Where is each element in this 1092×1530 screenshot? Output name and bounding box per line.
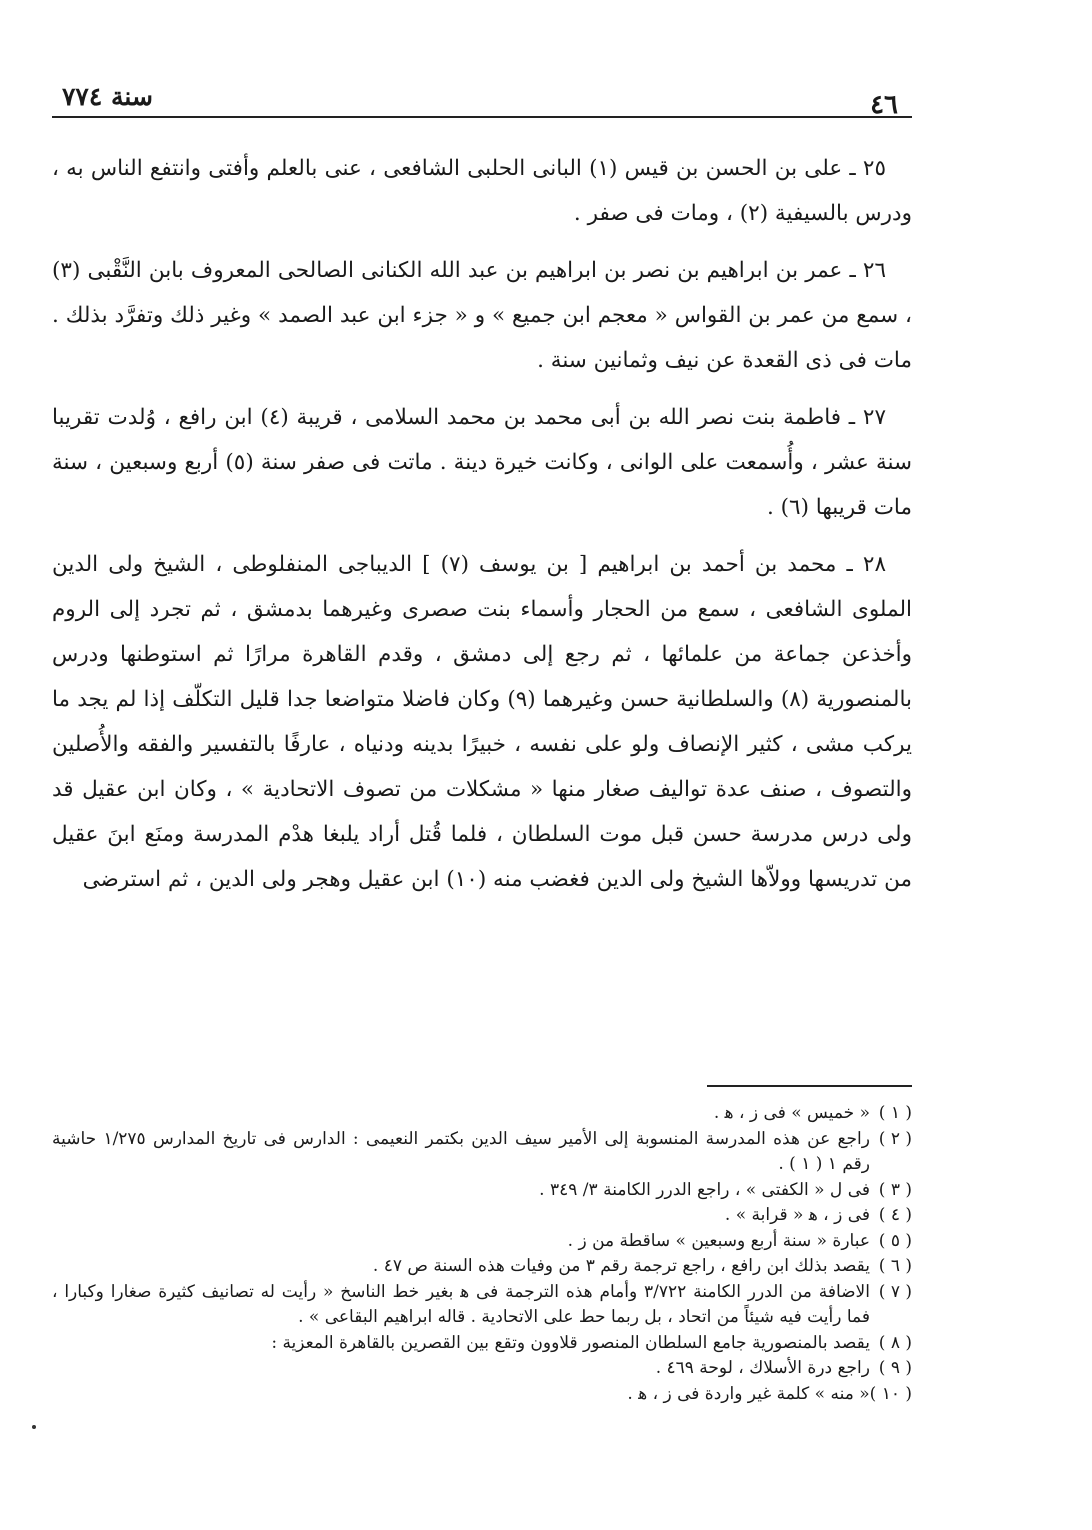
- footnote-8: [52, 1331, 912, 1357]
- footnote-number: ( ١ ): [878, 1103, 912, 1123]
- footnote-text: فى ل « الكفتى » ، راجع الدرر الكامنة ٣/ ٣٤٩ .: [539, 1179, 870, 1200]
- entry-26: ٢٦ ـ عمر بن ابراهيم بن نصر بن ابراهيم بن عبد الله الكنانى الصالحى المعروف بابن النَّقْبى (٣) ، سمع من عمر بن القواس « معجم ابن جميع » و « جزء ابن عبد الصمد » وغير ذلك وتفرَّد بذلك . مات فى ذى القعدة عن نيف وثمانين سنة .: [52, 258, 912, 373]
- footnote-text: « منه » كلمة غير واردة فى ز ، ﻫ .: [627, 1383, 870, 1404]
- footnote-number: ( ٥ ): [878, 1230, 912, 1251]
- running-head-year: سنة ٧٧٤: [62, 82, 153, 111]
- footnote-text: راجع عن هذه المدرسة المنسوبة إلى الأمير سيف الدين بكتمر النعيمى : الدارس فى تاريخ المدارس ١/٢٧٥ حاشية رقم ١ ( ١ ) .: [52, 1128, 870, 1174]
- footnote-3: [52, 1178, 912, 1204]
- footnote-number: ( ٤ ): [878, 1205, 912, 1225]
- footnote-divider: [707, 1085, 912, 1087]
- footnote-text: « خميس » فى ز ، ﻫ .: [713, 1103, 870, 1123]
- footnote-text: الاضافة من الدرر الكامنة ٣/٧٢٢ وأمام هذه الترجمة فى ﻫ بغير خط الناسخ « رأيت له تصانيف كثيرة صغارا وكبارا ، فما رأيت فيه شيئاً من اتحاد ، بل ربما حط على الاتحادية . قاله ابراهيم البقاعى » .: [52, 1281, 870, 1327]
- entry-27: ٢٧ ـ فاطمة بنت نصر الله بن أبى محمد بن محمد السلامى ، قريبة (٤) ابن رافع ، وُلدت تقريبا سنة عشر ، وأُسمعت على الوانى ، وكانت خيرة دينة . ماتت فى صفر سنة (٥) أربع وسبعين ، سنة مات قريبها (٦) .: [52, 405, 912, 520]
- footnote-number: ( ٨ ): [878, 1332, 912, 1353]
- entry-28: ٢٨ ـ محمد بن أحمد بن ابراهيم [ بن يوسف (٧) ] الديباجى المنفلوطى ، الشيخ ولى الدين الملوى الشافعى ، سمع من الحجار وأسماء بنت صصرى وغيرهما بدمشق ، ثم تجرد إلى الروم وأخذعن جماعة من علمائها ، ثم رجع إلى دمشق ، وقدم القاهرة مرارًا ثم استوطنها ودرس بالمنصورية (٨) والسلطانية حسن وغيرهما (٩) وكان فاضلا متواضعا جدا قليل التكلّف إذا لم يجد ما يركب مشى ، كثير الإنصاف ولو على نفسه ، خبيرًا بدينه ودنياه ، عارفًا بالتفسير والفقه والأُصلين والتصوف ، صنف عدة تواليف صغار منها « مشكلات من تصوف الاتحادية » ، وكان ابن عقيل قد ولى درس مدرسة حسن قبل موت السلطان ، فلما قُتل أراد يلبغا هدْم المدرسة ومنَع ابنَ عقيل من تدريسها وولاّها الشيخ ولى الدين فغضب منه (١٠) ابن عقيل وهجر ولى الدين ، ثم استرضى: [52, 552, 912, 892]
- footnote-5: [52, 1229, 912, 1255]
- footnote-7: [52, 1280, 912, 1331]
- footnote-text: راجع درة الأسلاك ، لوحة ٤٦٩ .: [655, 1358, 870, 1378]
- footnote-text: يقصد بذلك ابن رافع ، راجع ترجمة رقم ٣ من وفيات هذه السنة ص ٤٧ .: [372, 1256, 870, 1276]
- footnote-6: [52, 1254, 912, 1280]
- footnote-number: ( ١٠ ): [869, 1383, 912, 1404]
- page-number: ٤٦: [870, 90, 898, 120]
- footnote-number: ( ٩ ): [878, 1358, 912, 1378]
- footnote-9: [52, 1356, 912, 1382]
- footnote-number: ( ٣ ): [878, 1179, 912, 1200]
- footnote-text: فى ز ، ﻫ « قرابة » .: [724, 1205, 870, 1225]
- entry-25: ٢٥ ـ على بن الحسن بن قيس (١) البانى الحلبى الشافعى ، عنى بالعلم وأفتى وانتفع الناس به ، ودرس بالسيفية (٢) ، ومات فى صفر .: [52, 156, 912, 226]
- stray-dot-mark: [32, 1425, 36, 1429]
- footnote-text: يقصد بالمنصورية جامع السلطان المنصور قلاوون وتقع بين القصرين بالقاهرة المعزية :: [271, 1332, 870, 1353]
- body-text: [52, 146, 912, 914]
- footnote-text: عبارة « سنة أربع وسبعين » ساقطة من ز .: [567, 1230, 870, 1251]
- book-page: [52, 60, 912, 1500]
- footnote-number: ( ٢ ): [878, 1128, 912, 1149]
- footnote-4: [52, 1203, 912, 1229]
- footnotes-list: [52, 1101, 912, 1407]
- footnote-number: ( ٧ ): [878, 1281, 912, 1302]
- running-head: [52, 70, 912, 118]
- footnote-10: [52, 1382, 912, 1408]
- footnote-1: [52, 1101, 912, 1127]
- footnote-2: [52, 1127, 912, 1178]
- footnote-number: ( ٦ ): [878, 1256, 912, 1276]
